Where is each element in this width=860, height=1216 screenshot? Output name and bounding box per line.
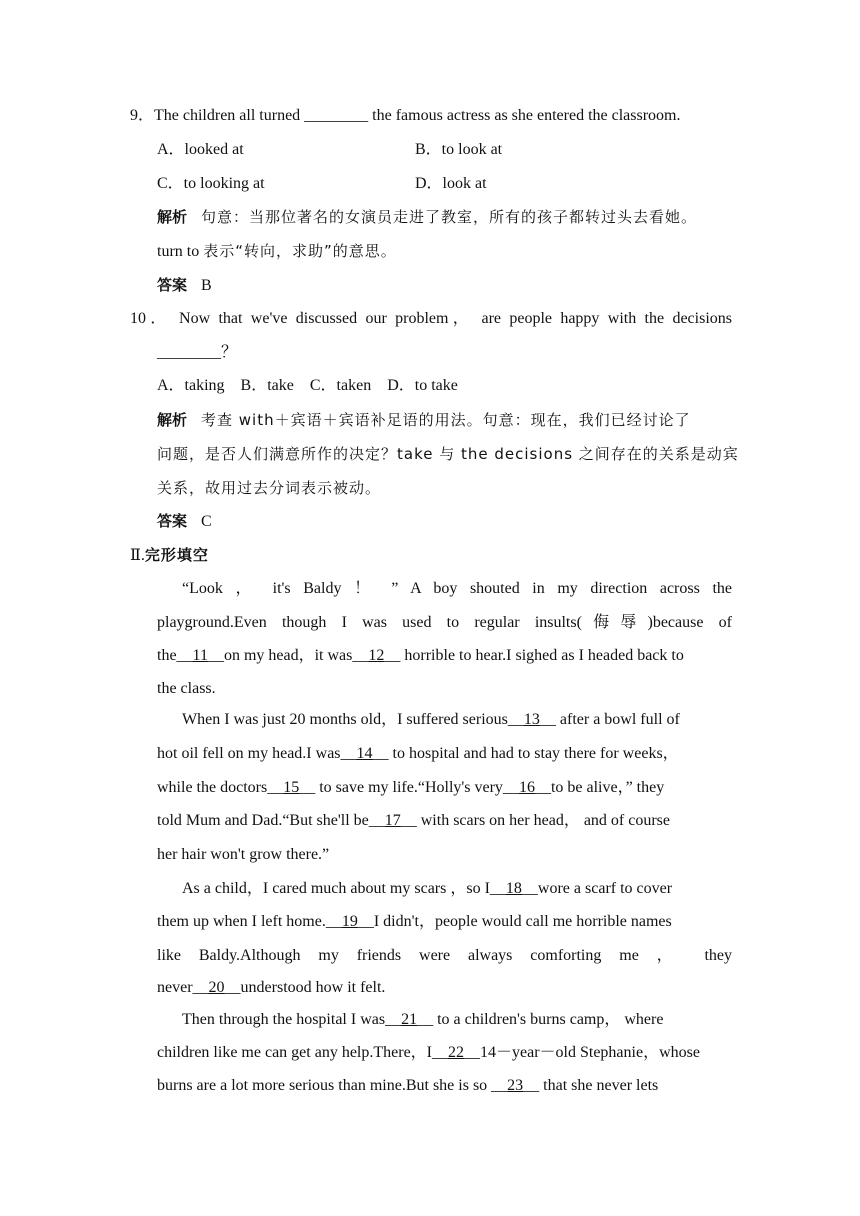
- text-span: __ to hospital and had to stay there for weeks，: [372, 745, 679, 762]
- q9-analysis-line1: [157, 207, 697, 228]
- q9-option-c: C．to looking at: [157, 175, 265, 192]
- text-span: told Mum and Dad.“But she'll be__: [157, 812, 385, 829]
- q9-analysis-text2: 表示“转向，求助”的意思。: [203, 242, 397, 260]
- q9-analysis-text1: 句意：当那位著名的女演员走进了教室，所有的孩子都转过头去看她。: [201, 208, 698, 226]
- text-span: __ horrible to hear.I sighed as I headed back to: [384, 647, 684, 664]
- text-span: children like me can get any help.There，I__: [157, 1044, 448, 1061]
- q9-analysis-term: turn to: [157, 243, 200, 260]
- q10-answer-label: 答案: [157, 512, 188, 530]
- passage-p1-line1: “Look ， it's Baldy ！ ” A boy shouted in my direction across the: [182, 580, 732, 597]
- passage-p3-line4: [157, 978, 385, 998]
- section-heading: [130, 545, 209, 566]
- text-span: them up when I left home.__: [157, 913, 342, 930]
- q9-option-a: A．looked at: [157, 141, 244, 158]
- section-title: 完形填空: [144, 546, 209, 564]
- text-span: __ that she never lets: [523, 1077, 659, 1094]
- q10-options: A．taking B．take C．taken D．to take: [157, 377, 458, 394]
- blank-17: 17: [384, 812, 401, 829]
- passage-p4-line3: [157, 1076, 658, 1096]
- passage-p1-line3: [157, 646, 684, 666]
- blank-23: 23: [507, 1077, 524, 1094]
- text-span: Then through the hospital I was__: [182, 1011, 402, 1028]
- passage-p4-line2: [157, 1043, 700, 1063]
- text-span: the__: [157, 647, 193, 664]
- text-span: burns are a lot more serious than mine.But she is so __: [157, 1077, 508, 1094]
- text-span: __ to save my life.“Holly's very__: [299, 779, 519, 796]
- passage-p2-line3: [157, 778, 664, 798]
- q9-stem: 9．The children all turned ________ the famous actress as she entered the classroom.: [130, 107, 681, 124]
- q9-answer-label: 答案: [157, 276, 188, 294]
- passage-p3-line2: [157, 912, 672, 932]
- blank-20: 20: [208, 979, 225, 996]
- text-span: __wore a scarf to cover: [521, 880, 673, 897]
- blank-12: 12: [368, 647, 385, 664]
- blank-14: 14: [356, 745, 373, 762]
- blank-22: 22: [448, 1044, 464, 1061]
- text-span: hot oil fell on my head.I was__: [157, 745, 357, 762]
- text-span: __ with scars on her head， and of course: [400, 812, 671, 829]
- q10-analysis-text1: 考查 with＋宾语＋宾语补足语的用法。句意：现在，我们已经讨论了: [201, 411, 691, 429]
- q9-answer: B: [201, 277, 212, 294]
- passage-p2-line5: her hair won't grow there.”: [157, 846, 330, 863]
- text-span: __I didn't，people would call me horrible names: [357, 913, 672, 930]
- blank-18: 18: [505, 880, 522, 897]
- q10-analysis-line2: 问题，是否人们满意所作的决定？take 与 the decisions 之间存在的关系是动宾: [157, 445, 739, 463]
- q10-stem-line1: 10． Now that we've discussed our problem， are people happy with the decisions: [130, 310, 732, 327]
- blank-11: 11: [192, 647, 208, 664]
- q9-option-d: D．look at: [415, 175, 487, 192]
- passage-p3-line3: like Baldy.Although my friends were always comforting me ， they: [157, 947, 732, 964]
- text-span: __14－year－old Stephanie，whose: [464, 1044, 700, 1061]
- blank-15: 15: [283, 779, 300, 796]
- passage-p1-line4: the class.: [157, 680, 216, 697]
- blank-16: 16: [518, 779, 535, 796]
- q9-options-row1: [157, 140, 244, 160]
- q10-analysis-line1: [157, 410, 691, 431]
- blank-21: 21: [401, 1011, 418, 1028]
- text-span: __on my head，it was__: [207, 647, 369, 664]
- text-span: never__: [157, 979, 209, 996]
- q9-analysis-line2: [157, 241, 397, 262]
- q10-analysis-label: 解析: [157, 411, 188, 429]
- text-span: When I was just 20 months old，I suffered serious__: [182, 711, 524, 728]
- blank-13: 13: [523, 711, 540, 728]
- q9-option-b: B．to look at: [415, 141, 503, 158]
- text-span: As a child，I cared much about my scars ，so I__: [182, 880, 506, 897]
- passage-p3-line1: [182, 879, 672, 899]
- text-span: __understood how it felt.: [224, 979, 386, 996]
- q10-answer: C: [201, 513, 212, 530]
- passage-p2-line4: [157, 811, 670, 831]
- q9-answer-line: [157, 275, 212, 296]
- passage-p2-line2: [157, 744, 679, 764]
- q10-stem-line2: ________？: [157, 344, 238, 361]
- q9-analysis-label: 解析: [157, 208, 188, 226]
- text-span: __ to a children's burns camp， where: [417, 1011, 664, 1028]
- text-span: __ after a bowl full of: [539, 711, 680, 728]
- section-number: Ⅱ.: [130, 547, 145, 564]
- passage-p1-line2: playground.Even though I was used to regular insults(侮辱)because of: [157, 614, 732, 631]
- q10-answer-line: [157, 511, 212, 532]
- text-span: while the doctors__: [157, 779, 284, 796]
- text-span: __to be alive，” they: [534, 779, 665, 796]
- q10-analysis-line3: 关系，故用过去分词表示被动。: [157, 479, 382, 497]
- passage-p4-line1: [182, 1010, 663, 1030]
- passage-p2-line1: [182, 710, 680, 730]
- blank-19: 19: [341, 913, 358, 930]
